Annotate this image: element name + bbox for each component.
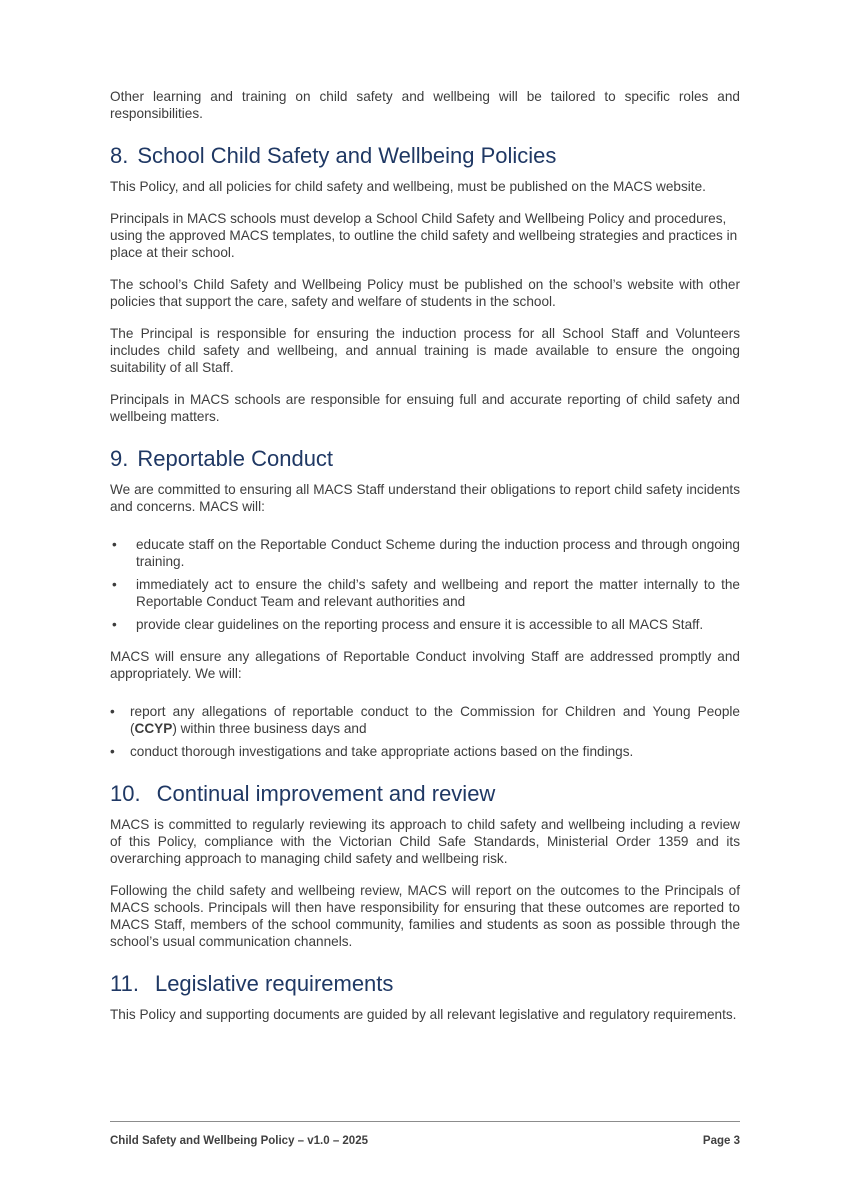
- section-title: Continual improvement and review: [156, 781, 496, 806]
- bullet-icon: •: [112, 617, 117, 632]
- list-item-text: provide clear guidelines on the reporting process and ensure it is accessible to all MACS Staff.: [136, 617, 704, 632]
- list-item-text: educate staff on the Reportable Conduct Scheme during the induction process and through ongoing training.: [136, 537, 740, 569]
- paragraph: Following the child safety and wellbeing review, MACS will report on the outcomes to the Principals of MACS schools. Principals will then have responsibility for ensuring that these outcomes are reported to MACS Staff, members of the school community, families and students as soon as possible through the school’s usual communication channels.: [110, 883, 740, 949]
- list-item: [110, 743, 740, 760]
- bullet-icon: •: [110, 744, 115, 759]
- list-item-text: report any allegations of reportable conduct to the Commission for Children and Young People (: [130, 704, 740, 736]
- footer-document-title: Child Safety and Wellbeing Policy – v1.0 – 2025: [110, 1135, 368, 1147]
- list-item: [110, 616, 740, 633]
- paragraph: Principals in MACS schools must develop a School Child Safety and Wellbeing Policy and procedures, using the approved MACS templates, to outline the child safety and wellbeing strategies and practices in place at their school.: [110, 211, 738, 260]
- page-footer: [110, 1121, 740, 1147]
- paragraph: The school’s Child Safety and Wellbeing Policy must be published on the school’s website with other policies that support the care, safety and welfare of students in the school.: [110, 277, 740, 309]
- bullet-list: [110, 703, 740, 760]
- section-heading-9: [110, 445, 740, 472]
- paragraph: MACS is committed to regularly reviewing its approach to child safety and wellbeing including a review of this Policy, compliance with the Victorian Child Safe Standards, Ministerial Order 1359 and its overarching approach to managing child safety and wellbeing risk.: [110, 817, 740, 866]
- section-title: Legislative requirements: [154, 971, 394, 996]
- bullet-icon: •: [112, 537, 117, 552]
- paragraph: MACS will ensure any allegations of Reportable Conduct involving Staff are addressed promptly and appropriately. We will:: [110, 649, 740, 681]
- section-title: Reportable Conduct: [137, 446, 334, 471]
- section-number: 10.: [110, 781, 141, 806]
- paragraph: This Policy and supporting documents are guided by all relevant legislative and regulatory requirements.: [110, 1007, 737, 1022]
- section-number: 9.: [110, 446, 129, 471]
- list-item: [110, 703, 740, 737]
- paragraph: Principals in MACS schools are responsible for ensuing full and accurate reporting of child safety and wellbeing matters.: [110, 392, 740, 424]
- section-heading-11: [110, 970, 740, 997]
- list-item-text-bold: CCYP: [134, 721, 173, 736]
- section-heading-8: [110, 142, 740, 169]
- list-item-text: ) within three business days and: [172, 721, 367, 736]
- section-number: 11.: [110, 971, 139, 996]
- section-heading-10: [110, 780, 740, 807]
- bullet-list: [110, 536, 740, 633]
- paragraph: We are committed to ensuring all MACS Staff understand their obligations to report child safety incidents and concerns. MACS will:: [110, 482, 740, 514]
- list-item-text: conduct thorough investigations and take appropriate actions based on the findings.: [130, 744, 634, 759]
- list-item: [110, 576, 740, 610]
- footer-page-number: Page 3: [702, 1135, 740, 1147]
- intro-paragraph: Other learning and training on child safety and wellbeing will be tailored to specific roles and responsibilities.: [110, 89, 740, 121]
- document-content: [110, 88, 740, 1038]
- list-item-text: immediately act to ensure the child’s safety and wellbeing and report the matter internally to the Reportable Conduct Team and relevant authorities and: [136, 577, 740, 609]
- list-item: [110, 536, 740, 570]
- section-title: School Child Safety and Wellbeing Policies: [137, 143, 557, 168]
- bullet-icon: •: [110, 704, 115, 719]
- bullet-icon: •: [112, 577, 117, 592]
- paragraph: The Principal is responsible for ensuring the induction process for all School Staff and Volunteers includes child safety and wellbeing, and annual training is made available to ensure the ongoing suitability of all Staff.: [110, 326, 740, 375]
- paragraph: This Policy, and all policies for child safety and wellbeing, must be published on the MACS website.: [110, 179, 706, 194]
- section-number: 8.: [110, 143, 129, 168]
